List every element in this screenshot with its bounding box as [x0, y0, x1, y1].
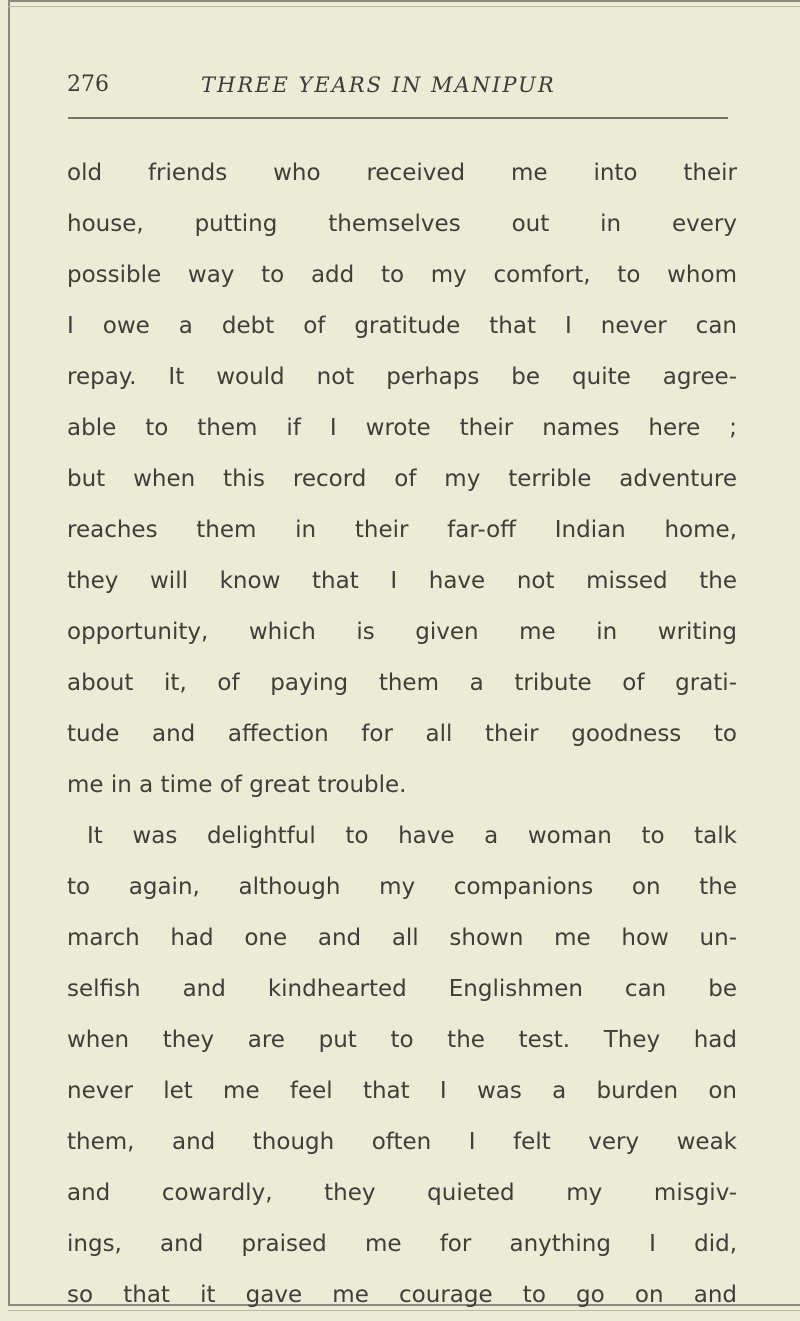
text-line: them, and though often I felt very weak: [67, 1129, 737, 1155]
paragraph-start-line: It was delightful to have a woman to talk: [87, 823, 737, 849]
text-line: to again, although my companions on the: [67, 874, 737, 900]
text-line: able to them if I wrote their names here ;: [67, 415, 737, 441]
top-edge-rule: [8, 6, 800, 7]
body-text: [67, 148, 737, 1321]
text-line: tude and affection for all their goodness to: [67, 721, 737, 747]
text-line: selfish and kindhearted Englishmen can be: [67, 976, 737, 1002]
paragraph-end-line: me in a time of great trouble.: [67, 772, 407, 798]
text-line: opportunity, which is given me in writing: [67, 619, 737, 645]
text-line: ings, and praised me for anything I did,: [67, 1231, 737, 1257]
page-header: [67, 70, 727, 106]
text-line: possible way to add to my comfort, to whom: [67, 262, 737, 288]
text-line: never let me feel that I was a burden on: [67, 1078, 737, 1104]
text-line: they will know that I have not missed the: [67, 568, 737, 594]
text-line: so that it gave me courage to go on and: [67, 1282, 737, 1308]
header-rule: [68, 117, 728, 119]
text-line: march had one and all shown me how un-: [67, 925, 737, 951]
text-line: old friends who received me into their: [67, 160, 737, 186]
text-line: and cowardly, they quieted my misgiv-: [67, 1180, 737, 1206]
page-number: 276: [67, 72, 109, 97]
running-title: THREE YEARS IN MANIPUR: [201, 73, 556, 97]
text-line: reaches them in their far-off Indian home,: [67, 517, 737, 543]
text-line: about it, of paying them a tribute of grati-: [67, 670, 737, 696]
text-line: I owe a debt of gratitude that I never can: [67, 313, 737, 339]
text-line: but when this record of my terrible adventure: [67, 466, 737, 492]
text-line: when they are put to the test. They had: [67, 1027, 737, 1053]
text-line: house, putting themselves out in every: [67, 211, 737, 237]
text-line: repay. It would not perhaps be quite agree-: [67, 364, 737, 390]
